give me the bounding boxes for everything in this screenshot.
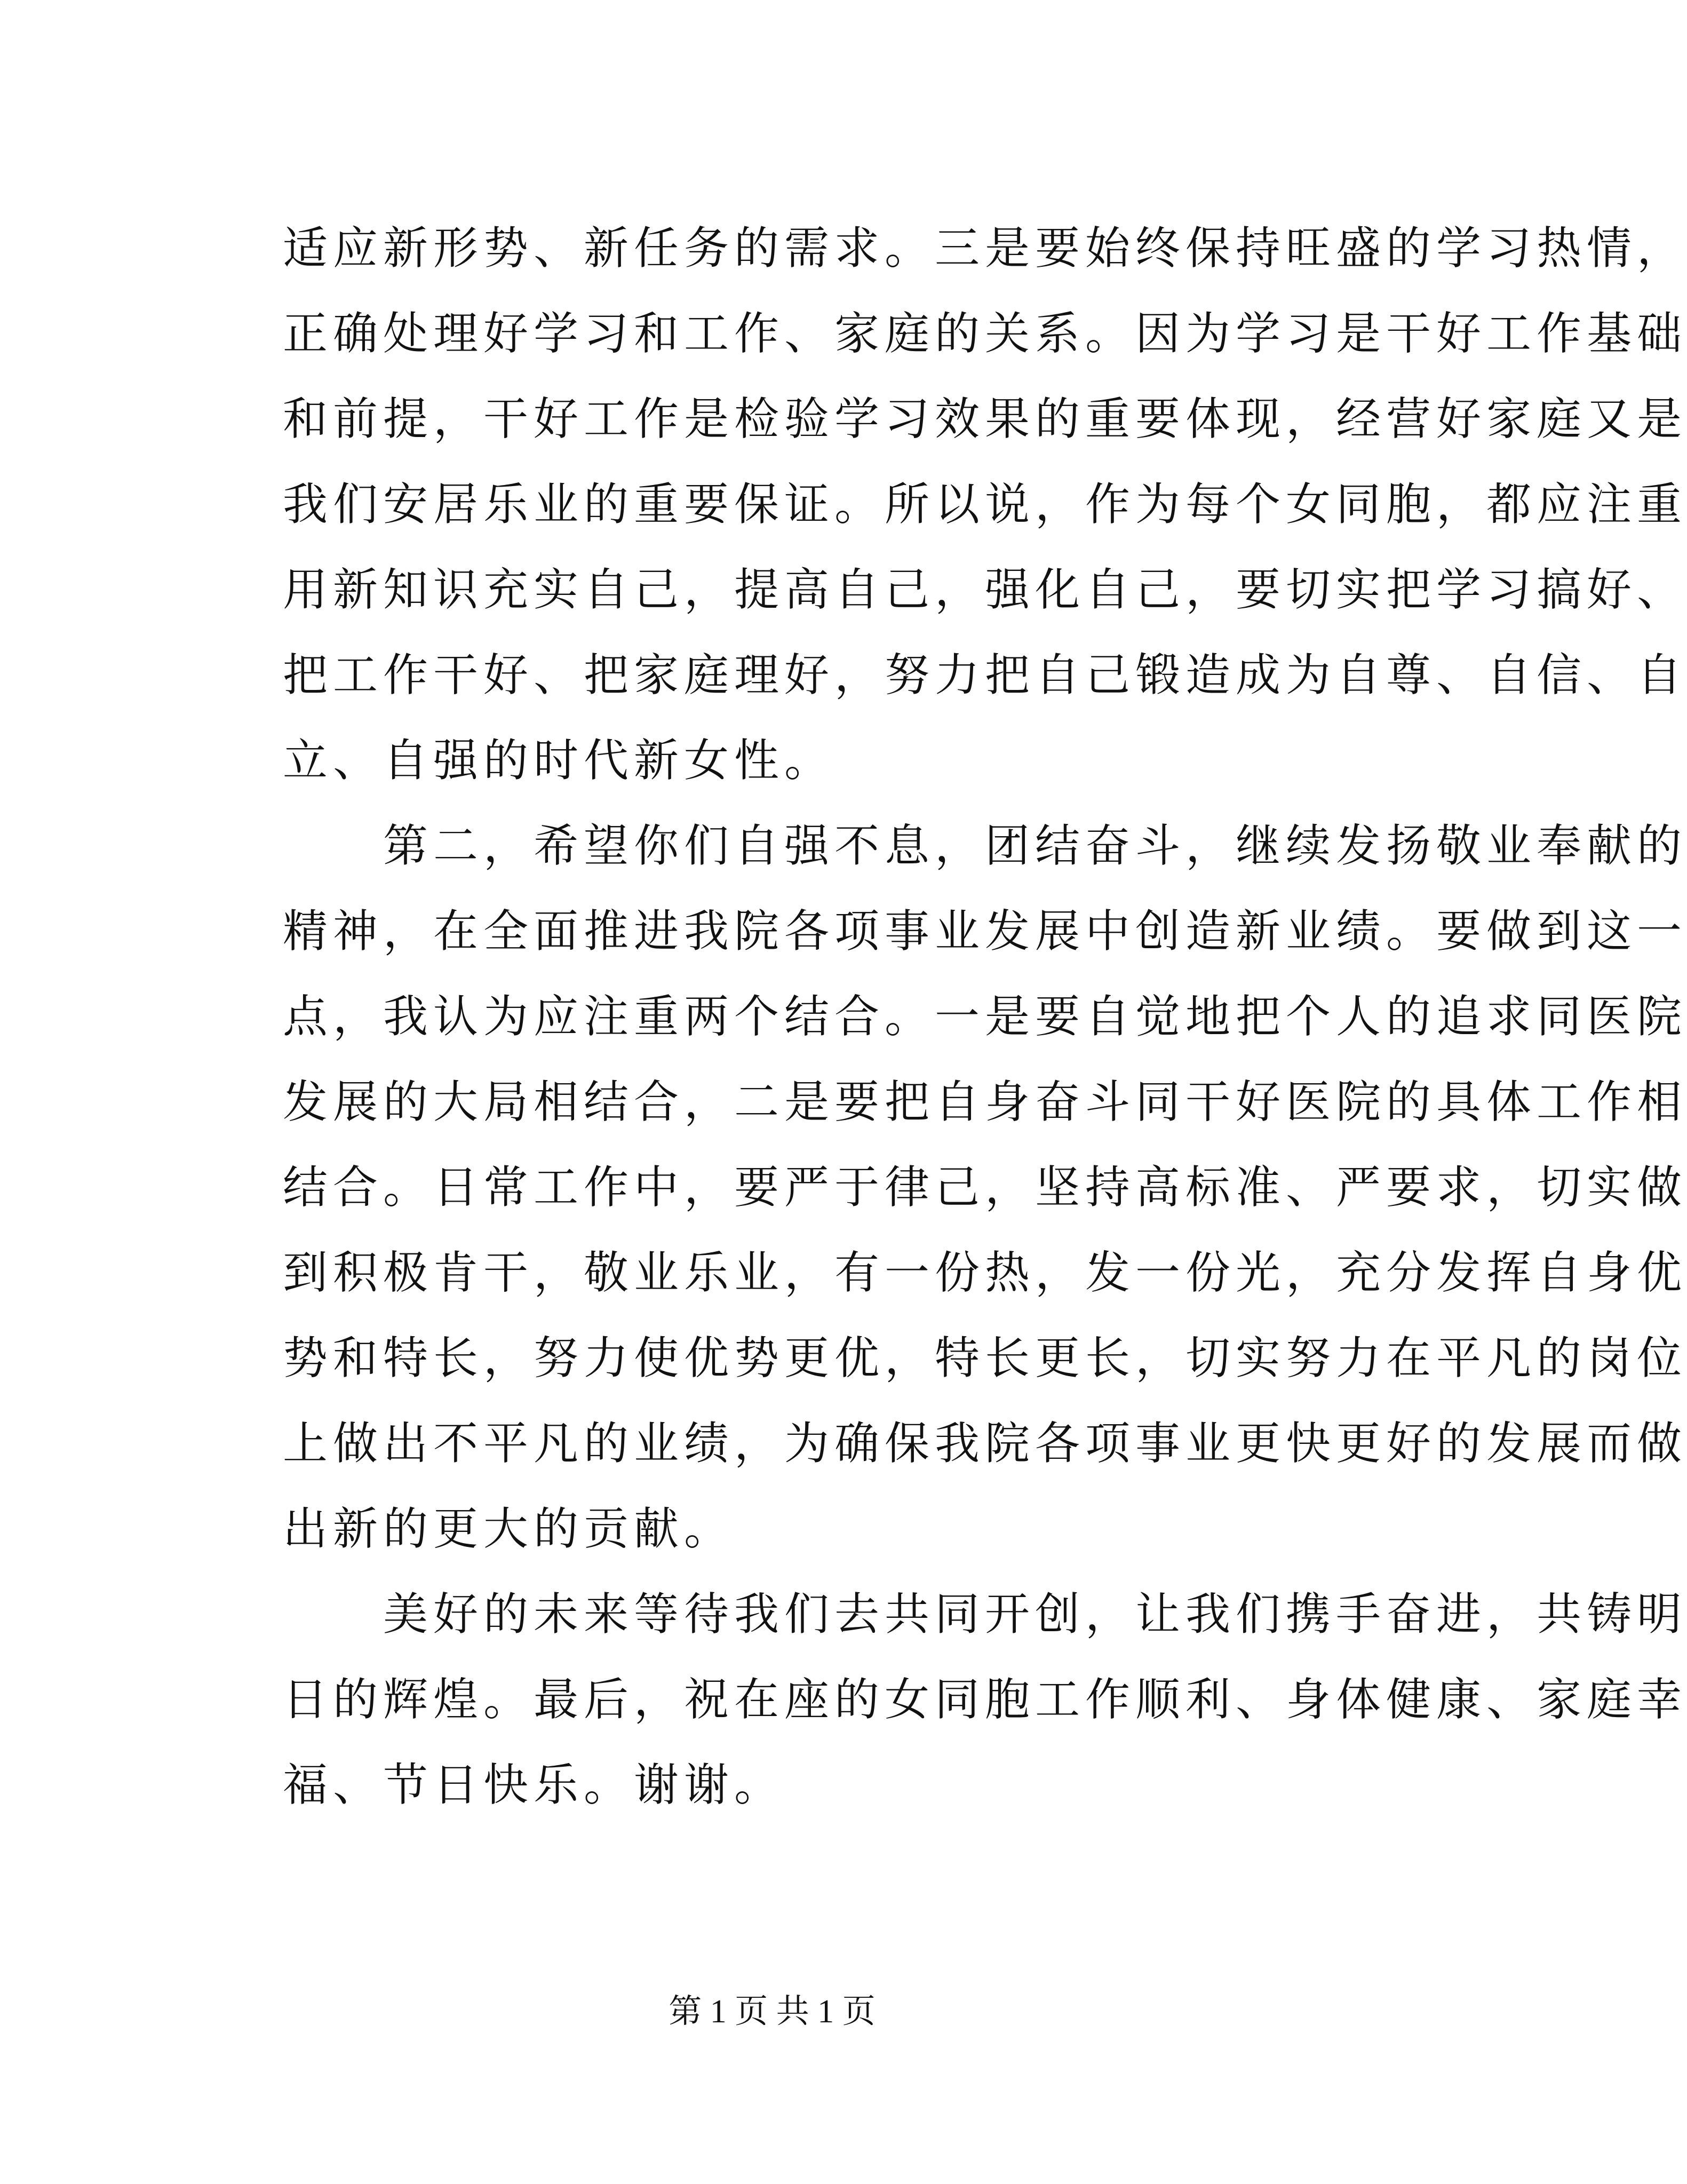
document-body <box>283 205 1687 1828</box>
text-line: 把工作干好、把家庭理好，努力把自己锻造成为自尊、自信、自 <box>283 649 1687 701</box>
text-line: 福、节日快乐。谢谢。 <box>283 1759 785 1811</box>
text-line: 势和特长，努力使优势更优，特长更长，切实努力在平凡的岗位 <box>283 1332 1687 1384</box>
text-line: 发展的大局相结合，二是要把自身奋斗同干好医院的具体工作相 <box>283 1076 1687 1128</box>
text-line: 我们安居乐业的重要保证。所以说，作为每个女同胞，都应注重 <box>283 478 1687 530</box>
page-footer <box>0 1990 1544 2033</box>
text-line: 到积极肯干，敬业乐业，有一份热，发一份光，充分发挥自身优 <box>283 1246 1687 1299</box>
text-line: 结合。日常工作中，要严于律己，坚持高标准、严要求，切实做 <box>283 1161 1687 1213</box>
text-line: 出新的更大的贡献。 <box>283 1503 735 1555</box>
page-number-label: 第 1 页 共 1 页 <box>669 1994 876 2030</box>
text-line: 点，我认为应注重两个结合。一是要自觉地把个人的追求同医院 <box>283 990 1687 1043</box>
text-line: 用新知识充实自己，提高自己，强化自己，要切实把学习搞好、 <box>283 563 1687 616</box>
text-line: 和前提，干好工作是检验学习效果的重要体现，经营好家庭又是 <box>283 393 1687 445</box>
text-line: 日的辉煌。最后，祝在座的女同胞工作顺利、身体健康、家庭幸 <box>283 1673 1687 1726</box>
text-line: 上做出不平凡的业绩，为确保我院各项事业更快更好的发展而做 <box>283 1417 1687 1470</box>
text-line: 适应新形势、新任务的需求。三是要始终保持旺盛的学习热情， <box>283 222 1687 274</box>
text-line: 正确处理好学习和工作、家庭的关系。因为学习是干好工作基础 <box>283 307 1687 360</box>
text-line: 美好的未来等待我们去共同开创，让我们携手奋进，共铸明 <box>283 1588 1687 1640</box>
text-line: 立、自强的时代新女性。 <box>283 734 835 787</box>
text-line: 第二，希望你们自强不息，团结奋斗，继续发扬敬业奉献的 <box>283 820 1687 872</box>
text-line: 精神，在全面推进我院各项事业发展中创造新业绩。要做到这一 <box>283 905 1687 957</box>
